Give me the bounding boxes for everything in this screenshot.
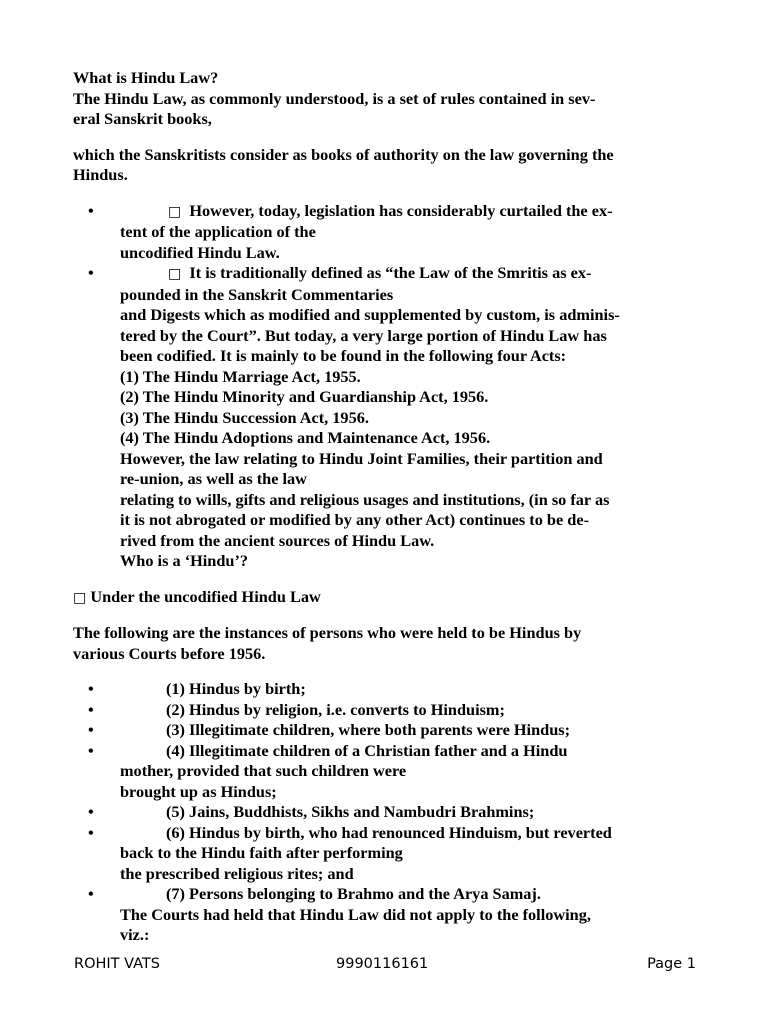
- bullet-icon: •: [88, 822, 94, 842]
- bullet-icon: •: [88, 740, 94, 760]
- instances-intro-line: The following are the instances of persons who were held to be Hindus by: [73, 623, 582, 642]
- list-item: • (4) Illegitimate children of a Christian father and a Hindu mother, provided that such children were brought up as Hindus;: [88, 740, 568, 801]
- definition-list: [73, 201, 698, 572]
- intro-line: The Hindu Law, as commonly understood, is a set of rules contained in sev-: [73, 88, 596, 108]
- footer-page-number: Page 1: [647, 956, 696, 972]
- instances-intro-line: various Courts before 1956.: [73, 643, 266, 663]
- section-heading: Who is a ‘Hindu’?: [120, 551, 249, 570]
- list-item: • (5) Jains, Buddhists, Sikhs and Nambudri Brahmins;: [88, 802, 535, 821]
- bullet-icon: •: [88, 802, 94, 821]
- bullet-icon: •: [88, 720, 94, 739]
- intro-line: Hindus.: [73, 165, 128, 184]
- list-item: • (1) Hindus by birth;: [88, 679, 306, 698]
- checkbox-glyph-icon: □: [168, 266, 182, 282]
- section-heading: □ Under the uncodified Hindu Law: [73, 586, 321, 606]
- bullet-icon: •: [88, 200, 94, 220]
- list-item: • □ It is traditionally defined as “the Law of the Smritis as ex- pounded in the Sanskrit Commentaries and Digests which as modified and supplemented by custom, is adminis- tered by the Court”. But today, a very large portion of Hindu Law has been codified. It is mainly to be found in the following four Acts: (1) The Hindu Marriage Act, 1955. (2) The Hindu Minority and Guardianship Act, 1956. (3) The Hindu Succession Act, 1956. (4) The Hindu Adoptions and Maintenance Act, 1956. However, the law relating to Hindu Joint Families, their partition and re-union, as well as the law relating to wills, gifts and religious usages and institutions, (in so far as it is not abrogated or modified by any other Act) continues to be de- rived from the ancient sources of Hindu Law. Who is a ‘Hindu’?: [73, 263, 698, 572]
- checkbox-glyph-icon: □: [168, 203, 182, 220]
- checkbox-glyph-icon: □: [73, 589, 87, 606]
- page-title: What is Hindu Law?: [73, 68, 219, 87]
- list-item: • □ However, today, legislation has considerably curtailed the ex- tent of the application of the uncodified Hindu Law.: [88, 200, 613, 262]
- instances-list: [73, 679, 698, 946]
- list-item: • (7) Persons belonging to Brahmo and the Arya Samaj. The Courts had held that Hindu Law did not apply to the following, viz.:: [88, 884, 591, 944]
- list-item: • (6) Hindus by birth, who had renounced Hinduism, but reverted back to the Hindu faith after performing the prescribed religious rites; and: [88, 822, 612, 883]
- footer-phone: 9990116161: [336, 956, 429, 972]
- bullet-icon: •: [88, 699, 94, 719]
- list-item: • (3) Illegitimate children, where both parents were Hindus;: [88, 720, 571, 739]
- list-item: • (2) Hindus by religion, i.e. converts to Hinduism;: [88, 699, 505, 719]
- bullet-icon: •: [88, 679, 94, 698]
- document-page: [73, 68, 698, 946]
- intro-line: eral Sanskrit books,: [73, 109, 212, 128]
- intro-line: which the Sanskritists consider as books of authority on the law governing the: [73, 144, 614, 164]
- footer-author: ROHIT VATS: [74, 956, 160, 972]
- bullet-icon: •: [88, 884, 94, 903]
- bullet-icon: •: [88, 263, 94, 282]
